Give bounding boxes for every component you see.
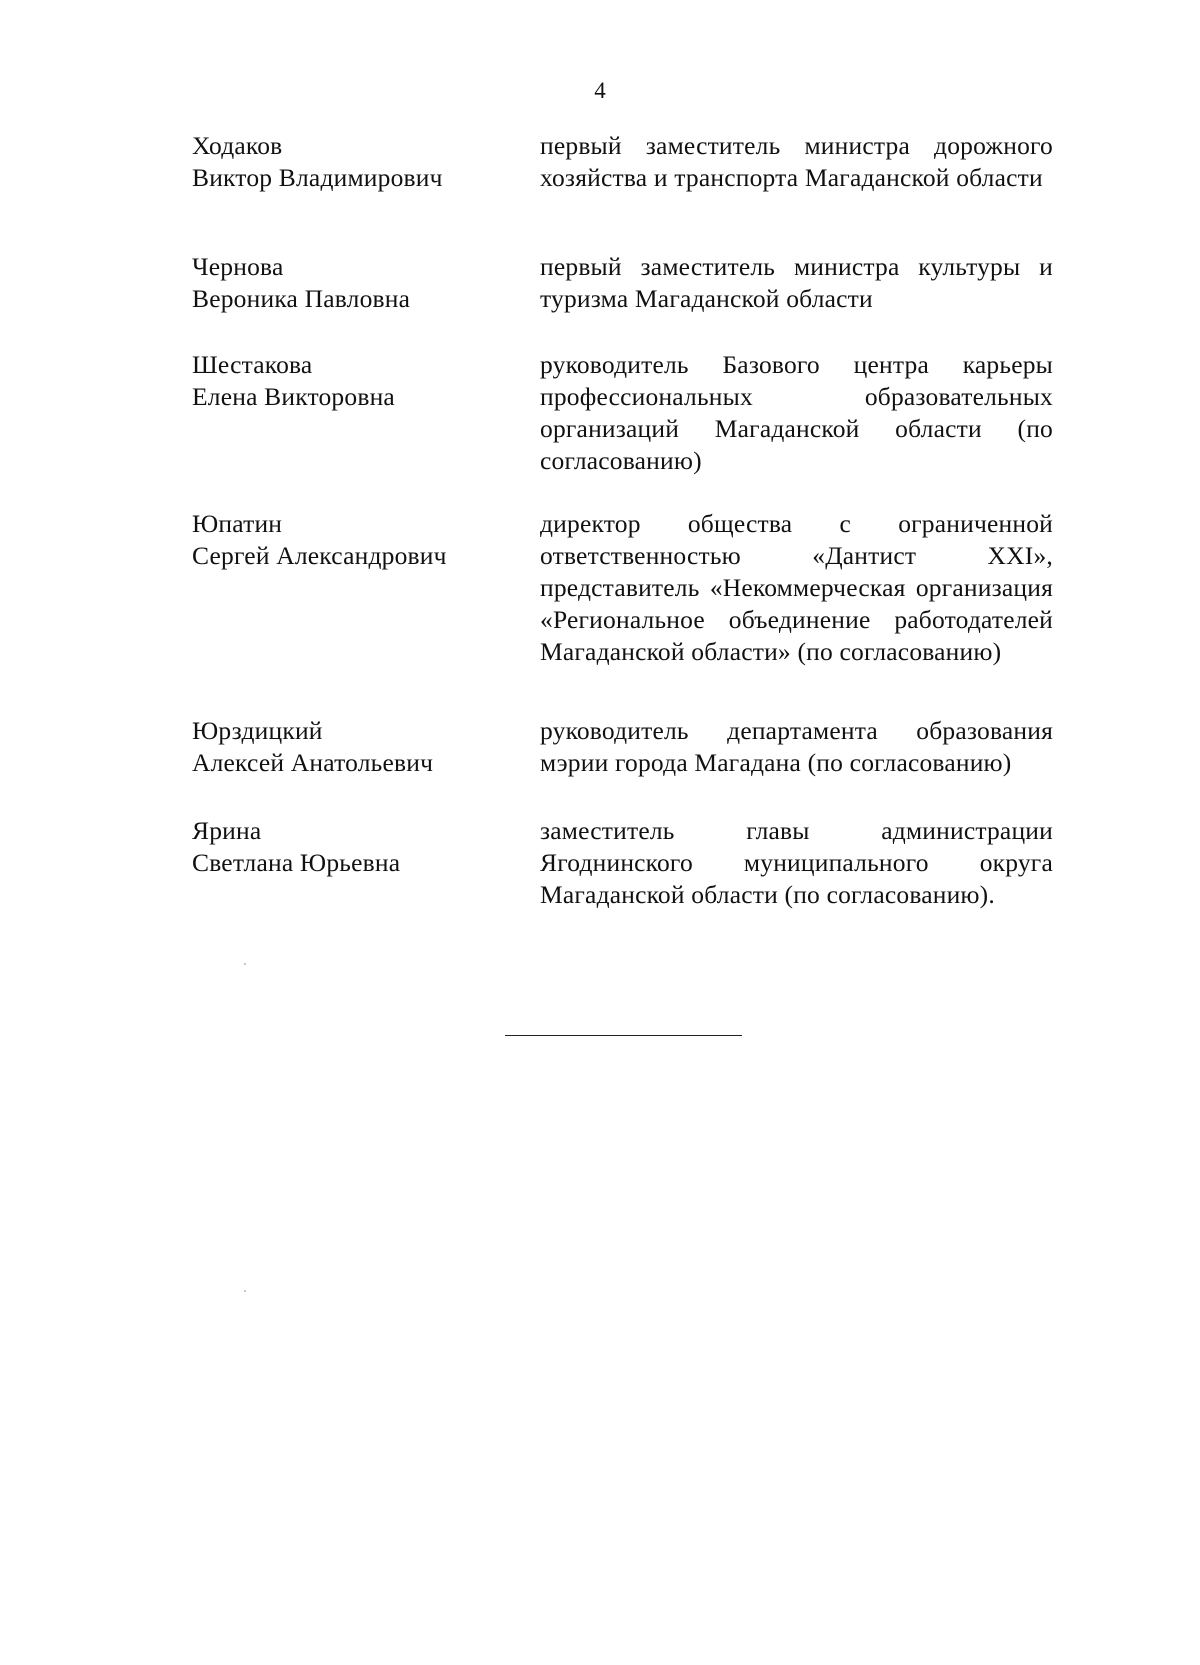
member-name [192, 130, 512, 194]
end-of-list-rule [505, 1035, 742, 1036]
member-given-names: Елена Викторовна [192, 382, 395, 411]
member-name [192, 508, 512, 572]
member-position: директор общества с ограниченной ответственностью «Дантист XXI», представитель «Некоммерческая организация «Региональное объединение работодателей Магаданской области» (по согласованию) [540, 509, 1053, 666]
member-name [192, 715, 512, 779]
member-name [192, 251, 512, 315]
member-surname: Чернова [192, 252, 284, 281]
member-position: первый заместитель министра дорожного хозяйства и транспорта Магаданской области [540, 131, 1053, 192]
member-position: заместитель главы администрации Ягоднинского муниципального округа Магаданской области (по согласованию). [540, 816, 1053, 909]
member-name [192, 815, 512, 879]
member-name [192, 349, 512, 413]
member-surname: Шестакова [192, 350, 313, 379]
member-surname: Ярина [192, 816, 262, 845]
scan-speck [244, 1290, 246, 1292]
page-number: 4 [594, 78, 606, 103]
member-position: первый заместитель министра культуры и туризма Магаданской области [540, 252, 1053, 313]
member-given-names: Сергей Александрович [192, 541, 447, 570]
member-position: руководитель Базового центра карьеры профессиональных образовательных организаций Магаданской области (по согласованию) [540, 350, 1053, 475]
member-surname: Ходаков [192, 131, 283, 160]
member-position: руководитель департамента образования мэрии города Магадана (по согласованию) [540, 716, 1053, 777]
member-surname: Юпатин [192, 509, 283, 538]
member-given-names: Вероника Павловна [192, 284, 411, 313]
member-given-names: Светлана Юрьевна [192, 848, 401, 877]
member-given-names: Виктор Владимирович [192, 163, 443, 192]
member-surname: Юрздицкий [192, 716, 323, 745]
scan-speck [244, 963, 246, 965]
member-given-names: Алексей Анатольевич [192, 748, 434, 777]
